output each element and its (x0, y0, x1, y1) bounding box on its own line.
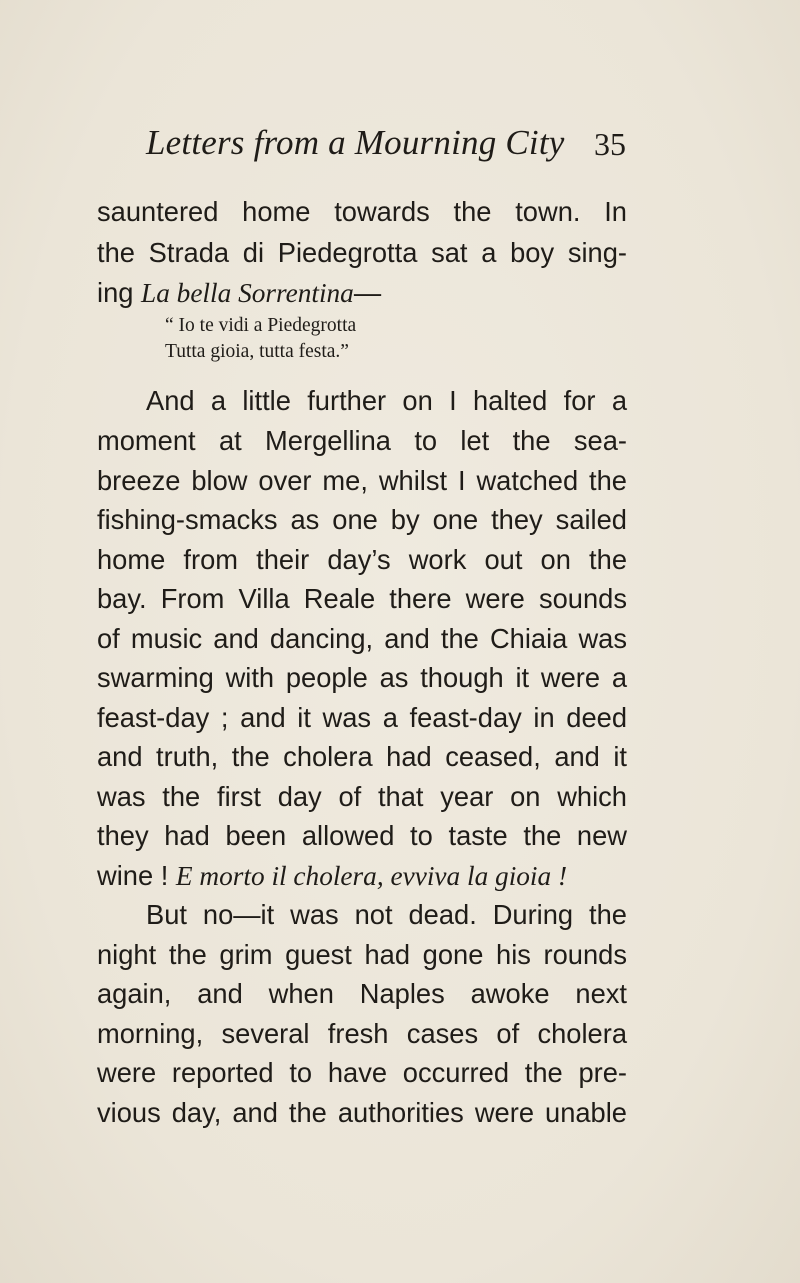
text-line-19: again, and when Naples awoke next (97, 978, 627, 1009)
text-line-21: were reported to have occurred the pre- (97, 1057, 627, 1088)
text-line-22: vious day, and the authorities were unable (97, 1097, 627, 1128)
verse-line-1: “ Io te vidi a Piedegrotta (165, 315, 357, 336)
text-line-7: fishing-smacks as one by one they sailed (97, 504, 627, 535)
text-line-14: was the first day of that year on which (97, 781, 627, 812)
page-number: 35 (594, 126, 626, 162)
text-line-17: But no—it was not dead. During the (146, 899, 627, 930)
text-line-3-suffix: — (353, 277, 382, 308)
text-line-18: night the grim guest had gone his rounds (97, 939, 627, 970)
text-line-1: sauntered home towards the town. In (97, 196, 627, 227)
text-line-16 (97, 856, 567, 896)
text-line-2: the Strada di Piedegrotta sat a boy sing- (97, 237, 627, 268)
text-line-5: moment at Mergellina to let the sea- (97, 425, 627, 456)
exclamation-italic: E morto il cholera, evviva la gioia ! (175, 861, 568, 891)
text-line-9: bay. From Villa Reale there were sounds (97, 583, 627, 614)
verse-line-2: Tutta gioia, tutta festa.” (165, 341, 349, 362)
text-line-6: breeze blow over me, whilst I watched the (97, 465, 627, 496)
running-head (96, 123, 626, 173)
text-line-12: feast-day ; and it was a feast-day in deed (97, 702, 627, 733)
text-line-11: swarming with people as though it were a (97, 662, 627, 693)
text-line-3 (97, 273, 381, 313)
song-title: La bella Sorrentina (141, 278, 354, 308)
text-line-15: they had been allowed to taste the new (97, 820, 627, 851)
text-line-16-prefix: wine ! (97, 860, 176, 891)
text-line-13: and truth, the cholera had ceased, and it (97, 741, 627, 772)
text-line-8: home from their day’s work out on the (97, 544, 627, 575)
text-line-3-prefix: ing (97, 277, 142, 308)
text-line-10: of music and dancing, and the Chiaia was (97, 623, 627, 654)
running-title: Letters from a Mourning City (146, 123, 565, 162)
text-line-4: And a little further on I halted for a (146, 385, 627, 416)
text-line-20: morning, several fresh cases of cholera (97, 1018, 627, 1049)
